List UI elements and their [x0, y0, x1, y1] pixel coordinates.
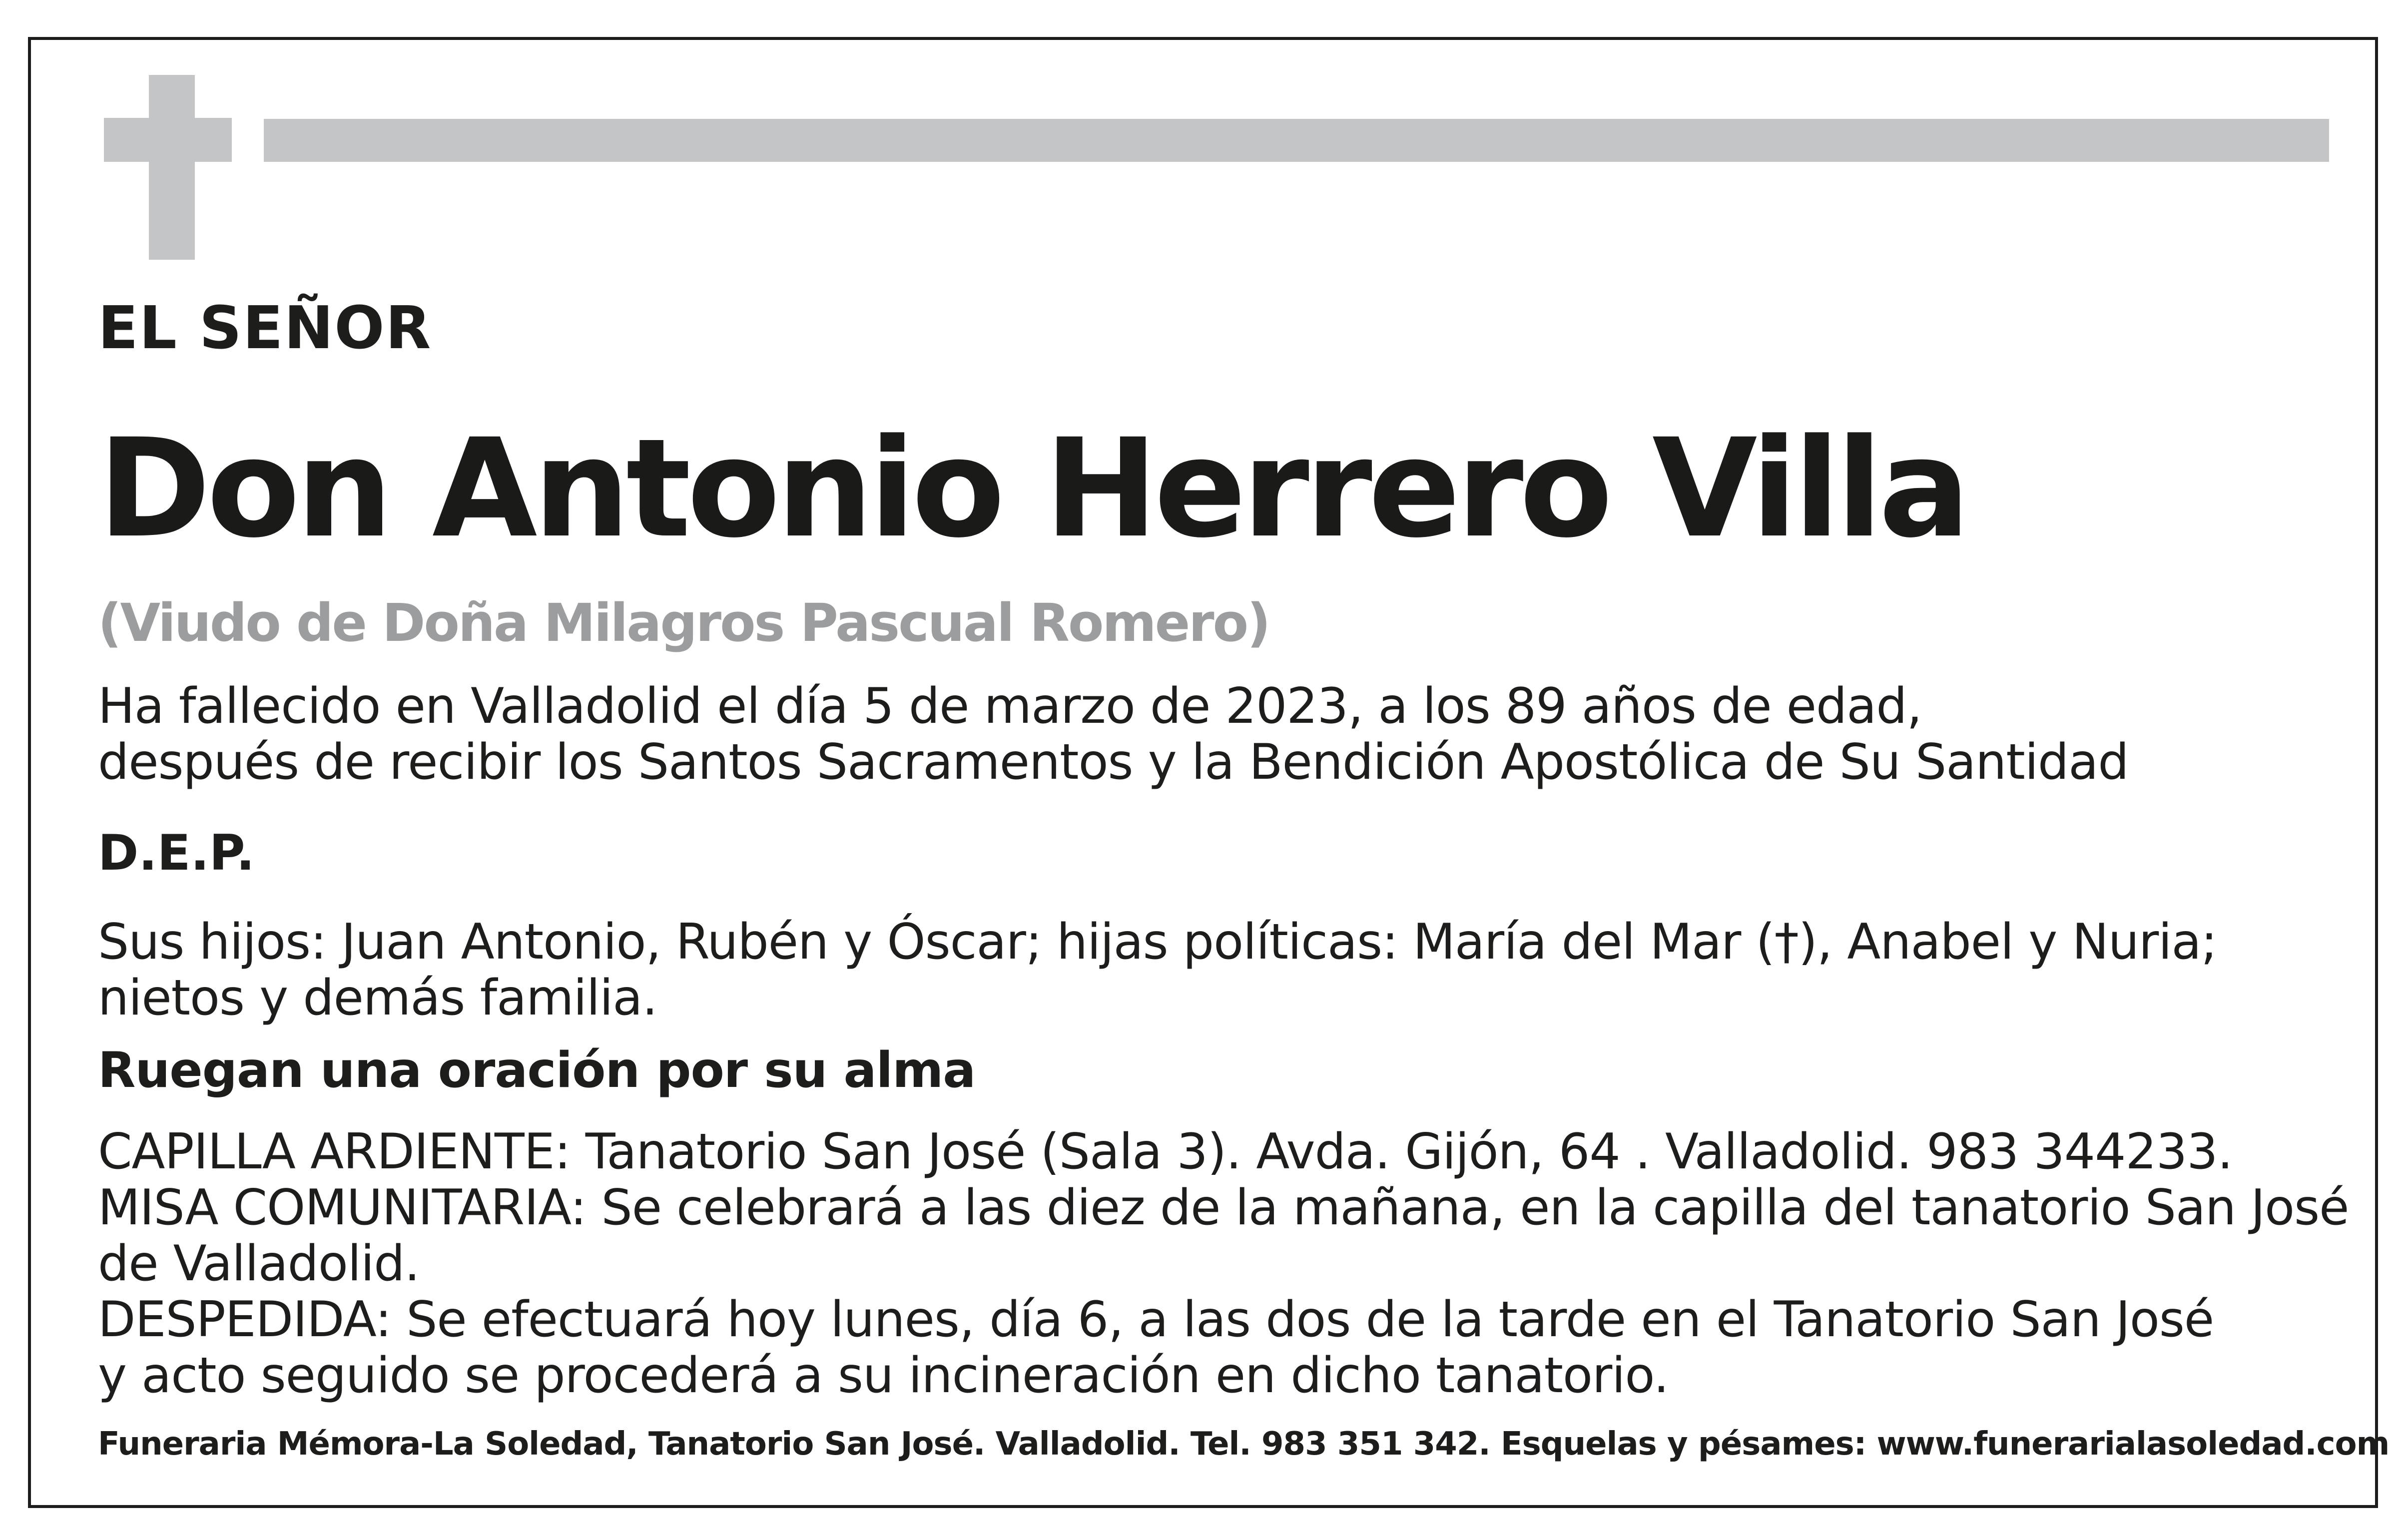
header-decorative-bar — [264, 119, 2329, 162]
service-line-farewell: DESPEDIDA: Se efectuará hoy lunes, día 6, a las dos de la tarde en el Tanatorio San José — [98, 1291, 2214, 1348]
cross-horizontal-bar — [104, 118, 232, 162]
service-line-mass: MISA COMUNITARIA: Se celebrará a las diez de la mañana, en la capilla del tanatorio San José — [98, 1179, 2349, 1236]
family-list — [98, 914, 2217, 1026]
title-prefix: EL SEÑOR — [98, 293, 432, 362]
family-list-line-1: Sus hijos: Juan Antonio, Rubén y Óscar; hijas políticas: María del Mar (†), Anabel y Nuria; — [98, 914, 2217, 971]
deceased-name: Don Antonio Herrero Villa — [98, 410, 1967, 568]
family-list-line-2: nietos y demás familia. — [98, 970, 657, 1026]
rip-label: D.E.P. — [98, 825, 255, 882]
cross-vertical-bar — [149, 75, 195, 260]
death-announcement-line-1: Ha fallecido en Valladolid el día 5 de marzo de 2023, a los 89 años de edad, — [98, 678, 1922, 735]
service-line-mass-cont: de Valladolid. — [98, 1235, 420, 1292]
service-details — [98, 1124, 2349, 1404]
prayer-request: Ruegan una oración por su alma — [98, 1042, 976, 1099]
funeral-home-footer: Funeraria Mémora-La Soledad, Tanatorio San José. Valladolid. Tel. 983 351 342. Esquelas y pésames: www.funerarialasoledad.com — [98, 1426, 2390, 1463]
widow-note: (Viudo de Doña Milagros Pascual Romero) — [98, 592, 1269, 653]
death-announcement-line-2: después de recibir los Santos Sacramentos y la Bendición Apostólica de Su Santidad — [98, 734, 2129, 791]
service-line-farewell-cont: y acto seguido se procederá a su incineración en dicho tanatorio. — [98, 1347, 1669, 1404]
death-announcement — [98, 678, 2129, 790]
service-line-chapel: CAPILLA ARDIENTE: Tanatorio San José (Sala 3). Avda. Gijón, 64 . Valladolid. 983 344233. — [98, 1123, 2233, 1180]
